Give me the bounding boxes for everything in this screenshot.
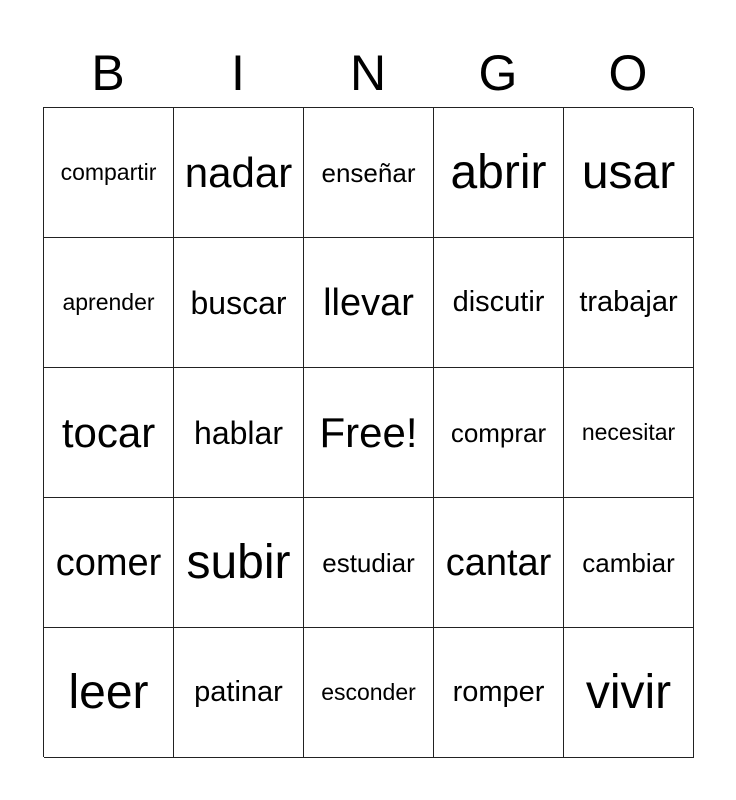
bingo-cell: comer [44,498,174,628]
bingo-cell: tocar [44,368,174,498]
header-letter-o: O [608,45,648,101]
bingo-cell: patinar [174,628,304,758]
bingo-cell: cambiar [564,498,694,628]
bingo-cell: discutir [434,238,564,368]
bingo-cell: subir [174,498,304,628]
header-letter-i: I [231,45,245,101]
bingo-cell: llevar [304,238,434,368]
bingo-cell: trabajar [564,238,694,368]
header-letter-g: G [478,45,518,101]
bingo-cell: estudiar [304,498,434,628]
bingo-cell: leer [44,628,174,758]
bingo-board [43,107,693,757]
bingo-cell: usar [564,108,694,238]
bingo-cell: vivir [564,628,694,758]
bingo-cell: nadar [174,108,304,238]
bingo-cell: abrir [434,108,564,238]
bingo-cell: compartir [44,108,174,238]
bingo-cell: romper [434,628,564,758]
bingo-cell: aprender [44,238,174,368]
header-letter-b: B [91,45,125,101]
bingo-cell: comprar [434,368,564,498]
bingo-cell: buscar [174,238,304,368]
bingo-header [43,40,693,106]
header-letter-n: N [349,45,387,101]
bingo-cell: enseñar [304,108,434,238]
bingo-cell: hablar [174,368,304,498]
bingo-cell: cantar [434,498,564,628]
bingo-cell: necesitar [564,368,694,498]
bingo-cell: esconder [304,628,434,758]
bingo-cell free-space: Free! [304,368,434,498]
